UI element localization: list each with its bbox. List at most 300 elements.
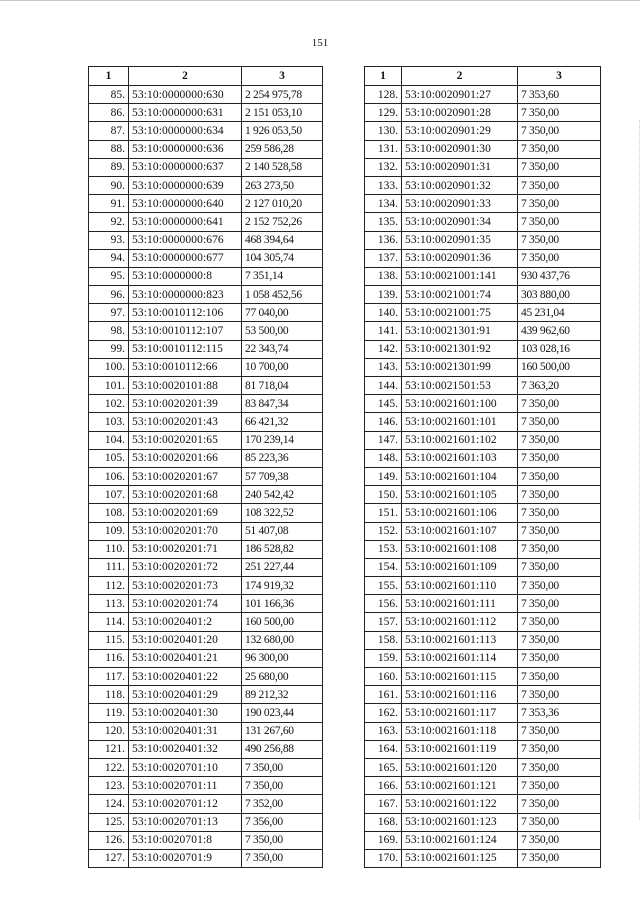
- row-number-cell: 139.: [365, 286, 402, 304]
- cadastral-number-cell: 53:10:0020901:34: [402, 213, 518, 231]
- cadastral-number-cell: 53:10:0020201:66: [129, 449, 242, 467]
- value-cell: 101 166,36: [242, 595, 323, 613]
- value-cell: 2 127 010,20: [242, 195, 323, 213]
- column-header-number: 1: [89, 67, 129, 86]
- row-number-cell: 163.: [365, 722, 402, 740]
- row-number-cell: 109.: [89, 522, 129, 540]
- value-cell: 7 350,00: [518, 795, 601, 813]
- table-row: [365, 467, 601, 485]
- table-row: [365, 86, 601, 104]
- cadastral-number-cell: 53:10:0000000:640: [129, 195, 242, 213]
- cadastral-number-cell: 53:10:0010112:66: [129, 358, 242, 376]
- row-number-cell: 118.: [89, 686, 129, 704]
- value-cell: 7 350,00: [518, 668, 601, 686]
- value-cell: 10 700,00: [242, 358, 323, 376]
- cadastral-number-cell: 53:10:0021601:124: [402, 831, 518, 849]
- value-cell: 51 407,08: [242, 522, 323, 540]
- table-row: [365, 413, 601, 431]
- value-cell: 2 140 528,58: [242, 158, 323, 176]
- value-cell: 7 350,00: [518, 813, 601, 831]
- value-cell: 7 350,00: [518, 122, 601, 140]
- cadastral-number-cell: 53:10:0020701:8: [129, 831, 242, 849]
- cadastral-number-cell: 53:10:0021001:74: [402, 286, 518, 304]
- row-number-cell: 88.: [89, 140, 129, 158]
- cadastral-number-cell: 53:10:0020201:70: [129, 522, 242, 540]
- cadastral-number-cell: 53:10:0010112:115: [129, 340, 242, 358]
- value-cell: 7 350,00: [518, 522, 601, 540]
- table-row: [89, 104, 323, 122]
- row-number-cell: 101.: [89, 377, 129, 395]
- cadastral-number-cell: 53:10:0020201:69: [129, 504, 242, 522]
- value-cell: 7 350,00: [518, 140, 601, 158]
- value-cell: 7 350,00: [518, 686, 601, 704]
- row-number-cell: 140.: [365, 304, 402, 322]
- row-number-cell: 146.: [365, 413, 402, 431]
- value-cell: 81 718,04: [242, 377, 323, 395]
- table-row: [365, 249, 601, 267]
- row-number-cell: 121.: [89, 740, 129, 758]
- row-number-cell: 114.: [89, 613, 129, 631]
- table-row: [365, 668, 601, 686]
- value-cell: 7 350,00: [518, 595, 601, 613]
- row-number-cell: 141.: [365, 322, 402, 340]
- row-number-cell: 99.: [89, 340, 129, 358]
- cadastral-number-cell: 53:10:0020901:31: [402, 158, 518, 176]
- row-number-cell: 145.: [365, 395, 402, 413]
- value-cell: 96 300,00: [242, 649, 323, 667]
- cadastral-number-cell: 53:10:0021601:118: [402, 722, 518, 740]
- row-number-cell: 166.: [365, 777, 402, 795]
- value-cell: 174 919,32: [242, 577, 323, 595]
- cadastral-number-cell: 53:10:0000000:676: [129, 231, 242, 249]
- cadastral-number-cell: 53:10:0000000:8: [129, 267, 242, 285]
- value-cell: 7 350,00: [518, 195, 601, 213]
- table-row: [365, 849, 601, 867]
- row-number-cell: 90.: [89, 176, 129, 194]
- scan-edge-line: [0, 0, 640, 1]
- table-row: [89, 213, 323, 231]
- cadastral-number-cell: 53:10:0021601:122: [402, 795, 518, 813]
- table-row: [89, 86, 323, 104]
- row-number-cell: 133.: [365, 176, 402, 194]
- cadastral-number-cell: 53:10:0021601:110: [402, 577, 518, 595]
- cadastral-number-cell: 53:10:0000000:823: [129, 286, 242, 304]
- value-cell: 186 528,82: [242, 540, 323, 558]
- table-row: [365, 395, 601, 413]
- cadastral-number-cell: 53:10:0021601:121: [402, 777, 518, 795]
- cadastral-number-cell: 53:10:0000000:641: [129, 213, 242, 231]
- value-cell: 7 350,00: [518, 740, 601, 758]
- row-number-cell: 104.: [89, 431, 129, 449]
- table-row: [89, 486, 323, 504]
- row-number-cell: 110.: [89, 540, 129, 558]
- value-cell: 7 350,00: [518, 213, 601, 231]
- cadastral-number-cell: 53:10:0010112:106: [129, 304, 242, 322]
- cadastral-number-cell: 53:10:0020201:68: [129, 486, 242, 504]
- row-number-cell: 169.: [365, 831, 402, 849]
- cadastral-number-cell: 53:10:0020701:11: [129, 777, 242, 795]
- row-number-cell: 112.: [89, 577, 129, 595]
- table-row: [365, 631, 601, 649]
- value-cell: 7 351,14: [242, 267, 323, 285]
- table-row: [89, 304, 323, 322]
- row-number-cell: 86.: [89, 104, 129, 122]
- table-row: [365, 213, 601, 231]
- value-cell: 259 586,28: [242, 140, 323, 158]
- value-cell: 7 350,00: [518, 104, 601, 122]
- cadastral-number-cell: 53:10:0021501:53: [402, 377, 518, 395]
- table-row: [365, 286, 601, 304]
- cadastral-number-cell: 53:10:0020401:31: [129, 722, 242, 740]
- row-number-cell: 95.: [89, 267, 129, 285]
- row-number-cell: 127.: [89, 849, 129, 867]
- table-row: [89, 431, 323, 449]
- cadastral-number-cell: 53:10:0000000:637: [129, 158, 242, 176]
- cadastral-number-cell: 53:10:0021301:92: [402, 340, 518, 358]
- row-number-cell: 160.: [365, 668, 402, 686]
- table-body: [365, 86, 601, 868]
- table-row: [365, 813, 601, 831]
- table-row: [89, 558, 323, 576]
- row-number-cell: 122.: [89, 758, 129, 776]
- cadastral-number-cell: 53:10:0020701:12: [129, 795, 242, 813]
- row-number-cell: 102.: [89, 395, 129, 413]
- table-row: [89, 286, 323, 304]
- value-cell: 240 542,42: [242, 486, 323, 504]
- table-row: [89, 740, 323, 758]
- table-row: [89, 158, 323, 176]
- table-row: [365, 649, 601, 667]
- table-row: [365, 722, 601, 740]
- value-cell: 7 352,00: [242, 795, 323, 813]
- table-row: [365, 449, 601, 467]
- value-cell: 7 350,00: [518, 849, 601, 867]
- row-number-cell: 96.: [89, 286, 129, 304]
- cadastral-number-cell: 53:10:0020701:13: [129, 813, 242, 831]
- value-cell: 7 350,00: [518, 577, 601, 595]
- value-cell: 7 353,60: [518, 86, 601, 104]
- row-number-cell: 106.: [89, 467, 129, 485]
- column-header-cadastral: 2: [402, 67, 518, 86]
- cadastral-number-cell: 53:10:0010112:107: [129, 322, 242, 340]
- row-number-cell: 136.: [365, 231, 402, 249]
- cadastral-number-cell: 53:10:0021301:99: [402, 358, 518, 376]
- table-row: [89, 649, 323, 667]
- value-cell: 7 363,20: [518, 377, 601, 395]
- cadastral-number-cell: 53:10:0021601:109: [402, 558, 518, 576]
- row-number-cell: 89.: [89, 158, 129, 176]
- table-row: [365, 522, 601, 540]
- table-row: [89, 631, 323, 649]
- row-number-cell: 123.: [89, 777, 129, 795]
- table-row: [365, 158, 601, 176]
- value-cell: 83 847,34: [242, 395, 323, 413]
- value-cell: 108 322,52: [242, 504, 323, 522]
- row-number-cell: 135.: [365, 213, 402, 231]
- row-number-cell: 129.: [365, 104, 402, 122]
- table-row: [89, 140, 323, 158]
- cadastral-number-cell: 53:10:0021601:108: [402, 540, 518, 558]
- row-number-cell: 161.: [365, 686, 402, 704]
- row-number-cell: 124.: [89, 795, 129, 813]
- table-row: [89, 722, 323, 740]
- table-row: [89, 231, 323, 249]
- row-number-cell: 103.: [89, 413, 129, 431]
- cadastral-number-cell: 53:10:0020401:30: [129, 704, 242, 722]
- row-number-cell: 91.: [89, 195, 129, 213]
- cadastral-number-cell: 53:10:0021601:101: [402, 413, 518, 431]
- column-header-number: 1: [365, 67, 402, 86]
- table-row: [89, 795, 323, 813]
- cadastral-number-cell: 53:10:0021601:111: [402, 595, 518, 613]
- value-cell: 131 267,60: [242, 722, 323, 740]
- table-row: [365, 558, 601, 576]
- value-cell: 66 421,32: [242, 413, 323, 431]
- row-number-cell: 120.: [89, 722, 129, 740]
- value-cell: 25 680,00: [242, 668, 323, 686]
- cadastral-number-cell: 53:10:0021601:116: [402, 686, 518, 704]
- value-cell: 7 350,00: [518, 758, 601, 776]
- cadastral-number-cell: 53:10:0020401:20: [129, 631, 242, 649]
- table-row: [89, 813, 323, 831]
- table-row: [365, 758, 601, 776]
- table-row: [89, 249, 323, 267]
- table-row: [365, 613, 601, 631]
- value-cell: 468 394,64: [242, 231, 323, 249]
- row-number-cell: 85.: [89, 86, 129, 104]
- row-number-cell: 132.: [365, 158, 402, 176]
- cadastral-number-cell: 53:10:0020201:71: [129, 540, 242, 558]
- cadastral-number-cell: 53:10:0020701:9: [129, 849, 242, 867]
- table-row: [89, 322, 323, 340]
- table-row: [365, 431, 601, 449]
- table-row: [89, 377, 323, 395]
- value-cell: 7 350,00: [518, 504, 601, 522]
- value-cell: 7 350,00: [518, 431, 601, 449]
- value-cell: 7 350,00: [242, 758, 323, 776]
- cadastral-number-cell: 53:10:0021601:112: [402, 613, 518, 631]
- table-row: [365, 577, 601, 595]
- cadastral-number-cell: 53:10:0021601:113: [402, 631, 518, 649]
- cadastral-number-cell: 53:10:0020201:72: [129, 558, 242, 576]
- row-number-cell: 131.: [365, 140, 402, 158]
- value-cell: 7 350,00: [518, 486, 601, 504]
- cadastral-number-cell: 53:10:0020201:65: [129, 431, 242, 449]
- value-cell: 7 353,36: [518, 704, 601, 722]
- table-header-row: [89, 67, 323, 86]
- cadastral-number-cell: 53:10:0020201:39: [129, 395, 242, 413]
- row-number-cell: 94.: [89, 249, 129, 267]
- table-row: [89, 668, 323, 686]
- row-number-cell: 107.: [89, 486, 129, 504]
- table-row: [89, 267, 323, 285]
- table-row: [89, 467, 323, 485]
- row-number-cell: 150.: [365, 486, 402, 504]
- right-register-table: [364, 66, 601, 868]
- value-cell: 251 227,44: [242, 558, 323, 576]
- table-row: [89, 704, 323, 722]
- row-number-cell: 119.: [89, 704, 129, 722]
- cadastral-number-cell: 53:10:0020401:22: [129, 668, 242, 686]
- row-number-cell: 154.: [365, 558, 402, 576]
- value-cell: 7 356,00: [242, 813, 323, 831]
- row-number-cell: 155.: [365, 577, 402, 595]
- row-number-cell: 92.: [89, 213, 129, 231]
- table-row: [365, 831, 601, 849]
- row-number-cell: 113.: [89, 595, 129, 613]
- cadastral-number-cell: 53:10:0020201:74: [129, 595, 242, 613]
- row-number-cell: 117.: [89, 668, 129, 686]
- value-cell: 7 350,00: [518, 540, 601, 558]
- row-number-cell: 137.: [365, 249, 402, 267]
- cadastral-number-cell: 53:10:0021601:106: [402, 504, 518, 522]
- table-row: [89, 122, 323, 140]
- cadastral-number-cell: 53:10:0021001:75: [402, 304, 518, 322]
- cadastral-number-cell: 53:10:0000000:636: [129, 140, 242, 158]
- value-cell: 160 500,00: [242, 613, 323, 631]
- row-number-cell: 149.: [365, 467, 402, 485]
- row-number-cell: 162.: [365, 704, 402, 722]
- table-row: [365, 358, 601, 376]
- cadastral-number-cell: 53:10:0020901:30: [402, 140, 518, 158]
- table-row: [365, 140, 601, 158]
- table-header-row: [365, 67, 601, 86]
- value-cell: 104 305,74: [242, 249, 323, 267]
- table-row: [89, 340, 323, 358]
- table-row: [89, 504, 323, 522]
- table-row: [89, 449, 323, 467]
- cadastral-number-cell: 53:10:0020901:28: [402, 104, 518, 122]
- value-cell: 7 350,00: [518, 413, 601, 431]
- value-cell: 7 350,00: [242, 849, 323, 867]
- row-number-cell: 126.: [89, 831, 129, 849]
- row-number-cell: 93.: [89, 231, 129, 249]
- cadastral-number-cell: 53:10:0000000:677: [129, 249, 242, 267]
- value-cell: 7 350,00: [242, 831, 323, 849]
- table-row: [89, 777, 323, 795]
- row-number-cell: 147.: [365, 431, 402, 449]
- value-cell: 7 350,00: [518, 558, 601, 576]
- row-number-cell: 142.: [365, 340, 402, 358]
- row-number-cell: 153.: [365, 540, 402, 558]
- cadastral-number-cell: 53:10:0020101:88: [129, 377, 242, 395]
- cadastral-number-cell: 53:10:0020701:10: [129, 758, 242, 776]
- value-cell: 1 926 053,50: [242, 122, 323, 140]
- table-row: [365, 740, 601, 758]
- row-number-cell: 125.: [89, 813, 129, 831]
- cadastral-number-cell: 53:10:0021601:114: [402, 649, 518, 667]
- column-header-cadastral: 2: [129, 67, 242, 86]
- table-row: [89, 758, 323, 776]
- row-number-cell: 164.: [365, 740, 402, 758]
- value-cell: 7 350,00: [518, 395, 601, 413]
- table-row: [89, 522, 323, 540]
- row-number-cell: 167.: [365, 795, 402, 813]
- cadastral-number-cell: 53:10:0021301:91: [402, 322, 518, 340]
- value-cell: 170 239,14: [242, 431, 323, 449]
- cadastral-number-cell: 53:10:0021601:103: [402, 449, 518, 467]
- value-cell: 7 350,00: [518, 631, 601, 649]
- table-row: [89, 686, 323, 704]
- value-cell: 132 680,00: [242, 631, 323, 649]
- value-cell: 263 273,50: [242, 176, 323, 194]
- cadastral-number-cell: 53:10:0021001:141: [402, 267, 518, 285]
- table-row: [89, 195, 323, 213]
- table-row: [365, 195, 601, 213]
- table-row: [89, 831, 323, 849]
- table-row: [365, 795, 601, 813]
- value-cell: 53 500,00: [242, 322, 323, 340]
- cadastral-number-cell: 53:10:0020901:27: [402, 86, 518, 104]
- value-cell: 1 058 452,56: [242, 286, 323, 304]
- row-number-cell: 151.: [365, 504, 402, 522]
- row-number-cell: 158.: [365, 631, 402, 649]
- cadastral-number-cell: 53:10:0021601:102: [402, 431, 518, 449]
- row-number-cell: 98.: [89, 322, 129, 340]
- left-register-table: [88, 66, 323, 868]
- cadastral-number-cell: 53:10:0020201:73: [129, 577, 242, 595]
- table-row: [89, 849, 323, 867]
- row-number-cell: 134.: [365, 195, 402, 213]
- value-cell: 7 350,00: [518, 777, 601, 795]
- value-cell: 45 231,04: [518, 304, 601, 322]
- cadastral-number-cell: 53:10:0020401:21: [129, 649, 242, 667]
- column-header-value: 3: [518, 67, 601, 86]
- table-row: [89, 395, 323, 413]
- value-cell: 490 256,88: [242, 740, 323, 758]
- row-number-cell: 138.: [365, 267, 402, 285]
- page-number: 151: [311, 37, 329, 49]
- cadastral-number-cell: 53:10:0000000:639: [129, 176, 242, 194]
- cadastral-number-cell: 53:10:0020401:2: [129, 613, 242, 631]
- value-cell: 190 023,44: [242, 704, 323, 722]
- cadastral-number-cell: 53:10:0020401:29: [129, 686, 242, 704]
- cadastral-number-cell: 53:10:0020201:43: [129, 413, 242, 431]
- value-cell: 7 350,00: [242, 777, 323, 795]
- table-row: [365, 104, 601, 122]
- value-cell: 7 350,00: [518, 467, 601, 485]
- table-row: [365, 486, 601, 504]
- row-number-cell: 157.: [365, 613, 402, 631]
- cadastral-number-cell: 53:10:0000000:631: [129, 104, 242, 122]
- table-row: [89, 358, 323, 376]
- row-number-cell: 100.: [89, 358, 129, 376]
- row-number-cell: 105.: [89, 449, 129, 467]
- table-row: [365, 504, 601, 522]
- cadastral-number-cell: 53:10:0021601:105: [402, 486, 518, 504]
- table-row: [89, 595, 323, 613]
- cadastral-number-cell: 53:10:0020901:36: [402, 249, 518, 267]
- table-row: [365, 322, 601, 340]
- cadastral-number-cell: 53:10:0021601:104: [402, 467, 518, 485]
- cadastral-number-cell: 53:10:0020901:35: [402, 231, 518, 249]
- value-cell: 7 350,00: [518, 231, 601, 249]
- row-number-cell: 111.: [89, 558, 129, 576]
- value-cell: 89 212,32: [242, 686, 323, 704]
- table-row: [365, 176, 601, 194]
- cadastral-number-cell: 53:10:0020401:32: [129, 740, 242, 758]
- value-cell: 303 880,00: [518, 286, 601, 304]
- table-row: [365, 686, 601, 704]
- row-number-cell: 148.: [365, 449, 402, 467]
- table-row: [365, 377, 601, 395]
- table-row: [365, 540, 601, 558]
- table-row: [89, 613, 323, 631]
- value-cell: 7 350,00: [518, 249, 601, 267]
- table-row: [89, 176, 323, 194]
- column-header-value: 3: [242, 67, 323, 86]
- cadastral-number-cell: 53:10:0020201:67: [129, 467, 242, 485]
